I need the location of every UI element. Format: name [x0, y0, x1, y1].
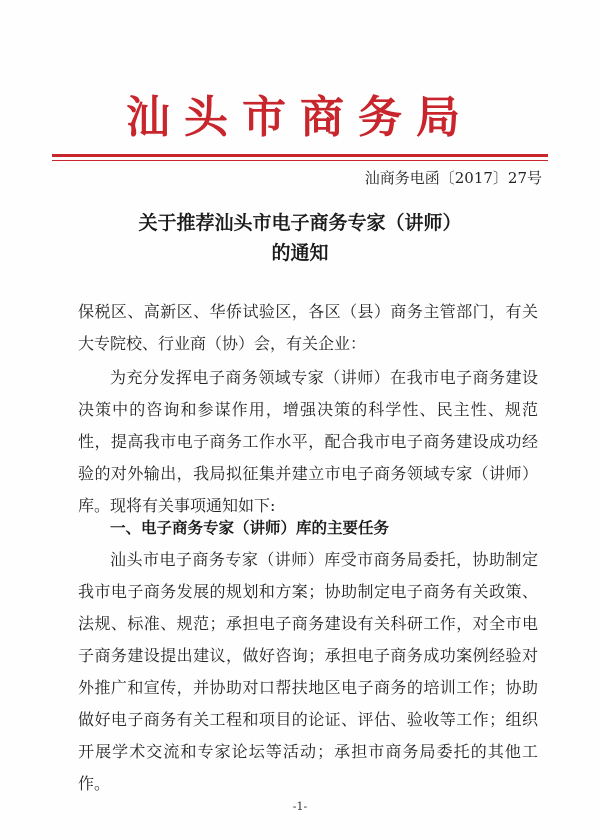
notice-title-line-1: 关于推荐汕头市电子商务专家（讲师） [138, 212, 462, 234]
notice-title [0, 208, 600, 268]
red-header-rule-thin [52, 160, 548, 161]
document-number: 汕商务电函〔2017〕27号 [364, 169, 542, 187]
section-heading-1: 一、电子商务专家（讲师）库的主要任务 [110, 519, 390, 537]
salutation-paragraph: 保税区、高新区、华侨试验区，各区（县）商务主管部门，有关大专院校、行业商（协）会，有关企业： [78, 302, 538, 353]
issuing-organization-title: 汕头市商务局 [126, 92, 474, 143]
intro-paragraph: 为充分发挥电子商务领域专家（讲师）在我市电子商务建设决策中的咨询和参谋作用，增强决策的科学性、民主性、规范性，提高我市电子商务工作水平，配合我市电子商务建设成功经验的对外输出，我局拟征集并建立市电子商务领域专家（讲师）库。现将有关事项通知如下: [78, 368, 538, 515]
notice-title-line-2: 的通知 [271, 242, 329, 264]
section-1-paragraph: 汕头市电子商务专家（讲师）库受市商务局委托，协助制定我市电子商务发展的规划和方案；协助制定电子商务有关政策、法规、标准、规范；承担电子商务建设有关科研工作，对全市电子商务建设提出建议，做好咨询；承担电子商务成功案例经验对外推广和宣传，并协助对口帮扶地区电子商务的培训工作；协助做好电子商务有关工程和项目的论证、评估、验收等工作；组织开展学术交流和专家论坛等活动；承担市商务局委托的其他工作。 [78, 550, 538, 793]
page-number: -1- [292, 800, 308, 813]
red-header-rule-thick [52, 154, 548, 157]
